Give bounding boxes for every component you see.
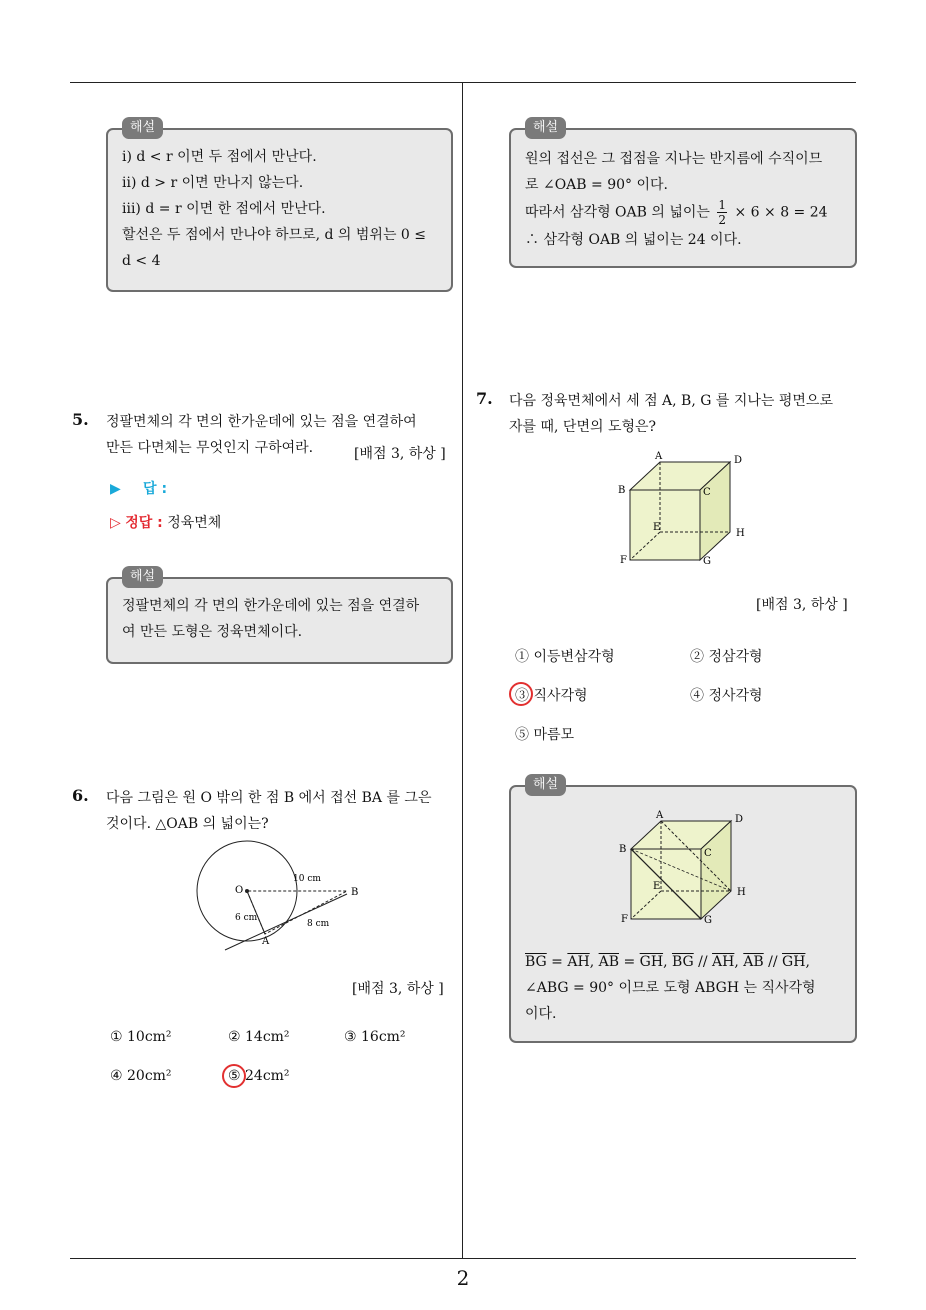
score-label: [배점 3, 하상 ] xyxy=(352,981,444,997)
page-number: 2 xyxy=(456,1266,470,1290)
explain-line: 이다. xyxy=(525,1006,557,1022)
fraction xyxy=(717,198,727,227)
choice-3[interactable]: ③ 16cm² xyxy=(344,1029,406,1045)
explain-line: 로 ∠OAB = 90° 이다. xyxy=(525,177,668,193)
explain-text: 따라서 삼각형 OAB 의 넓이는 xyxy=(525,204,710,221)
bottom-rule xyxy=(70,1258,856,1259)
choice-1[interactable]: ① 이등변삼각형 xyxy=(515,649,615,665)
label-O: O xyxy=(235,885,244,896)
label-ob: 10 cm xyxy=(293,874,321,884)
question-line: 다음 정육면체에서 세 점 A, B, G 를 지나는 평면으로 xyxy=(509,393,833,409)
explain-text-block xyxy=(525,949,816,1027)
question-number: 5. xyxy=(72,410,89,429)
explain-text: × 6 × 8 = 24 xyxy=(734,204,828,221)
comma: , xyxy=(805,954,810,970)
question-line: 다음 그림은 원 O 밖의 한 점 B 에서 접선 BA 를 그은 xyxy=(106,790,432,806)
explanation-tag: 해설 xyxy=(122,566,163,588)
choice-3[interactable]: ③ 직사각형 xyxy=(515,688,588,704)
explanation-tag: 해설 xyxy=(122,117,163,139)
vertex-H: H xyxy=(736,528,745,539)
selected-answer-circle xyxy=(222,1064,246,1088)
explain-line: ⅰ) d < r 이면 두 점에서 만난다. xyxy=(122,149,317,165)
choice-1[interactable]: ① 10cm² xyxy=(110,1029,172,1045)
choice-2[interactable]: ② 14cm² xyxy=(228,1029,290,1045)
question-line: 것이다. △OAB 의 넓이는? xyxy=(106,816,269,832)
vertex-D: D xyxy=(735,814,744,825)
eq-sign: = xyxy=(619,954,640,970)
play-icon: ▶ xyxy=(110,481,121,497)
explain-line: 원의 접선은 그 접점을 지나는 반지름에 수직이므 xyxy=(525,151,823,167)
correct-answer-row xyxy=(110,512,221,532)
score-label: [배점 3, 하상 ] xyxy=(756,597,848,613)
explain-line: 할선은 두 점에서 만나야 하므로, d 의 범위는 0 ≤ xyxy=(122,227,427,243)
explain-line: d < 4 xyxy=(122,253,161,269)
explanation-tag: 해설 xyxy=(525,774,566,796)
question-number: 7. xyxy=(476,389,493,408)
answer-row xyxy=(110,478,167,498)
correct-label: 정답 : xyxy=(125,515,163,531)
label-A: A xyxy=(262,936,270,947)
segment: $\overline{AH}$ xyxy=(567,954,590,970)
vertex-D: D xyxy=(734,455,743,466)
choice-4[interactable]: ④ 정사각형 xyxy=(690,688,763,704)
choice-4[interactable]: ④ 20cm² xyxy=(110,1068,172,1084)
correct-value: 정육면체 xyxy=(167,515,222,531)
score-label: [배점 3, 하상 ] xyxy=(354,446,446,462)
vertex-G: G xyxy=(704,915,712,926)
eq-sign: = xyxy=(546,954,568,970)
outline-play-icon: ▷ xyxy=(110,515,121,531)
choice-5[interactable]: ⑤ 마름모 xyxy=(515,727,575,743)
fraction-denominator: 2 xyxy=(718,213,727,227)
explain-line xyxy=(525,198,841,227)
label-ab: 8 cm xyxy=(307,919,330,929)
segment: $\overline{GH}$ xyxy=(782,954,806,970)
column-divider xyxy=(462,82,463,1258)
comma: , xyxy=(734,954,744,970)
selected-answer-circle xyxy=(509,682,533,706)
question-line: 만든 다면체는 무엇인지 구하여라. xyxy=(106,440,314,456)
cube-section-figure xyxy=(616,809,756,927)
vertex-G: G xyxy=(703,556,711,567)
question-line: 자를 때, 단면의 도형은? xyxy=(509,419,657,435)
comma: , xyxy=(663,954,672,970)
parallel-sign: // xyxy=(693,954,713,970)
segment: $\overline{BG}$ xyxy=(525,954,547,970)
explain-line: ⅲ) d = r 이면 한 점에서 만난다. xyxy=(122,201,326,217)
question-number: 6. xyxy=(72,786,89,805)
vertex-E: E xyxy=(653,522,661,533)
vertex-C: C xyxy=(703,487,711,498)
question-line: 정팔면체의 각 면의 한가운데에 있는 점을 연결하여 xyxy=(106,414,417,430)
vertex-A: A xyxy=(656,810,664,821)
segment: $\overline{AB}$ xyxy=(598,954,620,970)
vertex-F: F xyxy=(620,555,627,566)
explain-line: ∠ABG = 90° 이므로 도형 ABGH 는 직사각형 xyxy=(525,980,816,996)
label-oa: 6 cm xyxy=(235,913,258,923)
explain-line: ⅱ) d > r 이면 만나지 않는다. xyxy=(122,175,304,191)
explain-line xyxy=(525,949,816,975)
vertex-A: A xyxy=(655,451,663,462)
top-rule xyxy=(70,82,856,83)
segment: $\overline{AH}$ xyxy=(712,954,735,970)
q5-explanation-box xyxy=(106,569,453,664)
explain-line: ∴ 삼각형 OAB 의 넓이는 24 이다. xyxy=(525,232,742,248)
q7-explanation-box xyxy=(509,777,857,1043)
question-text xyxy=(509,388,859,440)
cube-figure xyxy=(615,450,755,570)
vertex-H: H xyxy=(737,887,746,898)
explain-line: 여 만든 도형은 정육면체이다. xyxy=(122,624,303,640)
circle-tangent-figure xyxy=(195,838,375,963)
vertex-B: B xyxy=(618,485,626,496)
answer-label: 답 : xyxy=(143,481,168,497)
segment: $\overline{AB}$ xyxy=(743,954,764,970)
label-B: B xyxy=(351,887,359,898)
vertex-F: F xyxy=(621,914,628,925)
q6-explanation-box xyxy=(509,120,857,268)
vertex-B: B xyxy=(619,844,627,855)
choice-5[interactable]: ⑤ 24cm² xyxy=(228,1068,290,1084)
vertex-E: E xyxy=(653,881,661,892)
choice-2[interactable]: ② 정삼각형 xyxy=(690,649,763,665)
question-text xyxy=(106,785,456,837)
fraction-numerator: 1 xyxy=(718,198,727,212)
comma: , xyxy=(589,954,599,970)
explain-line: 정팔면체의 각 면의 한가운데에 있는 점을 연결하 xyxy=(122,598,420,614)
segment: $\overline{GH}$ xyxy=(639,954,664,970)
q4-explanation-box xyxy=(106,120,453,292)
segment: $\overline{BG}$ xyxy=(671,954,694,970)
vertex-C: C xyxy=(704,848,712,859)
parallel-sign: // xyxy=(763,954,783,970)
explanation-tag: 해설 xyxy=(525,117,566,139)
